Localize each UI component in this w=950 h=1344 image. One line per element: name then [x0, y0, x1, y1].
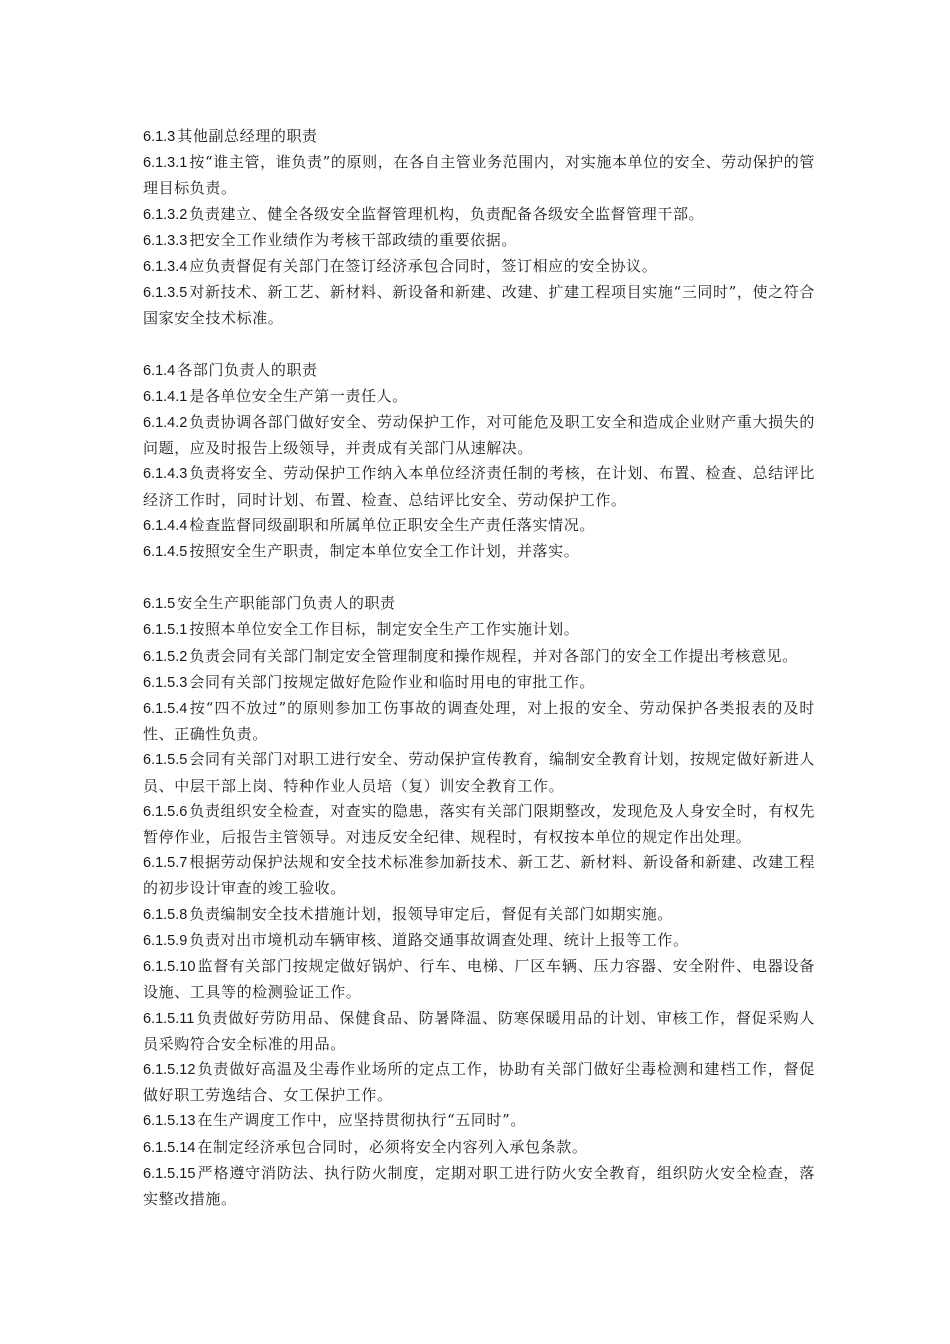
clause-text: 负责协调各部门做好安全、劳动保护工作，对可能危及职工安全和造成企业财产重大损失的问题，应及时报告上级领导，并责成有关部门从速解决。: [143, 413, 815, 458]
clause-number: 6.1.4: [143, 362, 176, 379]
clause-text: 其他副总经理的职责: [177, 127, 318, 145]
clause-number: 6.1.5.12: [143, 1061, 196, 1078]
clause-item: [143, 902, 815, 928]
clause-item: [143, 696, 815, 747]
clause-item: [143, 747, 815, 798]
section-heading: [143, 124, 815, 150]
clause-number: 6.1.5.10: [143, 959, 196, 976]
clause-text: 会同有关部门对职工进行安全、劳动保护宣传教育，编制安全教育计划，按规定做好新进人员、中层干部上岗、特种作业人员培（复）训安全教育工作。: [143, 750, 815, 795]
clause-text: 按“谁主管，谁负责”的原则，在各自主管业务范围内，对实施本单位的安全、劳动保护的管理目标负责。: [143, 153, 815, 198]
clause-number: 6.1.5.8: [143, 906, 188, 923]
clause-number: 6.1.4.1: [143, 388, 188, 405]
clause-text: 负责编制安全技术措施计划，报领导审定后，督促有关部门如期实施。: [189, 904, 673, 923]
clause-text: 检查监督同级副职和所属单位正职安全生产责任落实情况。: [189, 515, 595, 534]
clause-number: 6.1.3.3: [143, 232, 188, 249]
section-6-1-3: [143, 124, 815, 332]
clause-number: 6.1.5.7: [143, 855, 188, 872]
clause-item: [143, 150, 815, 201]
clause-text: 监督有关部门按规定做好锅炉、行车、电梯、厂区车辆、压力容器、安全附件、电器设备设施、工具等的检测验证工作。: [143, 957, 815, 1002]
clause-item: [143, 539, 815, 565]
clause-text: 对新技术、新工艺、新材料、新设备和新建、改建、扩建工程项目实施“三同时”，使之符合国家安全技术标准。: [143, 283, 815, 328]
clause-text: 按照安全生产职责，制定本单位安全工作计划，并落实。: [189, 542, 580, 561]
clause-text: 在制定经济承包合同时，必须将安全内容列入承包条款。: [197, 1137, 588, 1156]
clause-item: [143, 1006, 815, 1057]
clause-text: 安全生产职能部门负责人的职责: [177, 594, 396, 613]
clause-number: 6.1.5.1: [143, 622, 188, 639]
clause-item: [143, 850, 815, 901]
section-heading: [143, 358, 815, 384]
clause-item: [143, 410, 815, 461]
clause-item: [143, 202, 815, 228]
clause-number: 6.1.3.1: [143, 155, 188, 172]
clause-number: 6.1.4.5: [143, 544, 188, 561]
clause-text: 负责将安全、劳动保护工作纳入本单位经济责任制的考核，在计划、布置、检查、总结评比经济工作时，同时计划、布置、检查、总结评比安全、劳动保护工作。: [143, 464, 815, 509]
clause-number: 6.1.3.5: [143, 285, 188, 302]
clause-number: 6.1.5.3: [143, 674, 188, 691]
clause-text: 负责组织安全检查，对查实的隐患，落实有关部门限期整改，发现危及人身安全时，有权先暂停作业，后报告主管领导。对违反安全纪律、规程时，有权按本单位的规定作出处理。: [143, 801, 815, 847]
clause-text: 按“四不放过”的原则参加工伤事故的调查处理，对上报的安全、劳动保护各类报表的及时性、正确性负责。: [143, 699, 815, 744]
clause-item: [143, 954, 815, 1005]
clause-number: 6.1.5: [143, 596, 176, 613]
clause-item: [143, 384, 815, 410]
clause-number: 6.1.5.13: [143, 1113, 196, 1130]
clause-item: [143, 228, 815, 254]
clause-text: 负责做好劳防用品、保健食品、防暑降温、防寒保暖用品的计划、审核工作，督促采购人员采购符合安全标准的用品。: [143, 1008, 815, 1053]
clause-number: 6.1.3.2: [143, 206, 188, 223]
clause-text: 负责建立、健全各级安全监督管理机构，负责配备各级安全监督管理干部。: [189, 204, 705, 223]
clause-text: 负责对出市境机动车辆审核、道路交通事故调查处理、统计上报等工作。: [189, 930, 689, 949]
clause-number: 6.1.5.15: [143, 1165, 196, 1182]
document-page: [143, 124, 815, 1212]
clause-text: 严格遵守消防法、执行防火制度，定期对职工进行防火安全教育，组织防火安全检查，落实整改措施。: [143, 1163, 815, 1208]
clause-text: 负责会同有关部门制定安全管理制度和操作规程，并对各部门的安全工作提出考核意见。: [189, 646, 798, 665]
clause-text: 应负责督促有关部门在签订经济承包合同时，签订相应的安全协议。: [189, 257, 658, 276]
section-6-1-5: [143, 591, 815, 1212]
clause-number: 6.1.5.4: [143, 701, 188, 718]
clause-number: 6.1.5.11: [143, 1010, 195, 1027]
clause-text: 负责做好高温及尘毒作业场所的定点工作，协助有关部门做好尘毒检测和建档工作，督促做好职工劳逸结合、女工保护工作。: [143, 1059, 815, 1105]
clause-text: 按照本单位安全工作目标，制定安全生产工作实施计划。: [189, 620, 580, 639]
clause-item: [143, 1135, 815, 1161]
clause-text: 会同有关部门按规定做好危险作业和临时用电的审批工作。: [189, 672, 595, 691]
clause-number: 6.1.3: [143, 129, 176, 145]
clause-item: [143, 280, 815, 331]
clause-item: [143, 617, 815, 643]
clause-number: 6.1.5.2: [143, 648, 188, 665]
clause-item: [143, 799, 815, 850]
clause-number: 6.1.4.2: [143, 415, 188, 432]
clause-number: 6.1.5.9: [143, 932, 188, 949]
clause-number: 6.1.5.14: [143, 1139, 196, 1156]
clause-number: 6.1.4.3: [143, 466, 188, 483]
clause-number: 6.1.5.6: [143, 803, 188, 820]
clause-item: [143, 1057, 815, 1108]
section-6-1-4: [143, 358, 815, 566]
clause-item: [143, 254, 815, 280]
clause-number: 6.1.3.4: [143, 259, 188, 276]
clause-text: 根据劳动保护法规和安全技术标准参加新技术、新工艺、新材料、新设备和新建、改建工程的初步设计审查的竣工验收。: [143, 853, 815, 898]
clause-item: [143, 670, 815, 696]
clause-item: [143, 1161, 815, 1212]
clause-text: 把安全工作业绩作为考核干部政绩的重要依据。: [189, 230, 517, 249]
clause-number: 6.1.4.4: [143, 517, 188, 534]
clause-text: 各部门负责人的职责: [177, 360, 318, 379]
clause-item: [143, 644, 815, 670]
clause-item: [143, 461, 815, 512]
clause-item: [143, 1108, 815, 1134]
clause-item: [143, 513, 815, 539]
clause-text: 在生产调度工作中，应坚持贯彻执行“五同时”。: [197, 1111, 526, 1130]
clause-number: 6.1.5.5: [143, 752, 188, 769]
section-heading: [143, 591, 815, 617]
clause-text: 是各单位安全生产第一责任人。: [189, 386, 408, 405]
clause-item: [143, 928, 815, 954]
